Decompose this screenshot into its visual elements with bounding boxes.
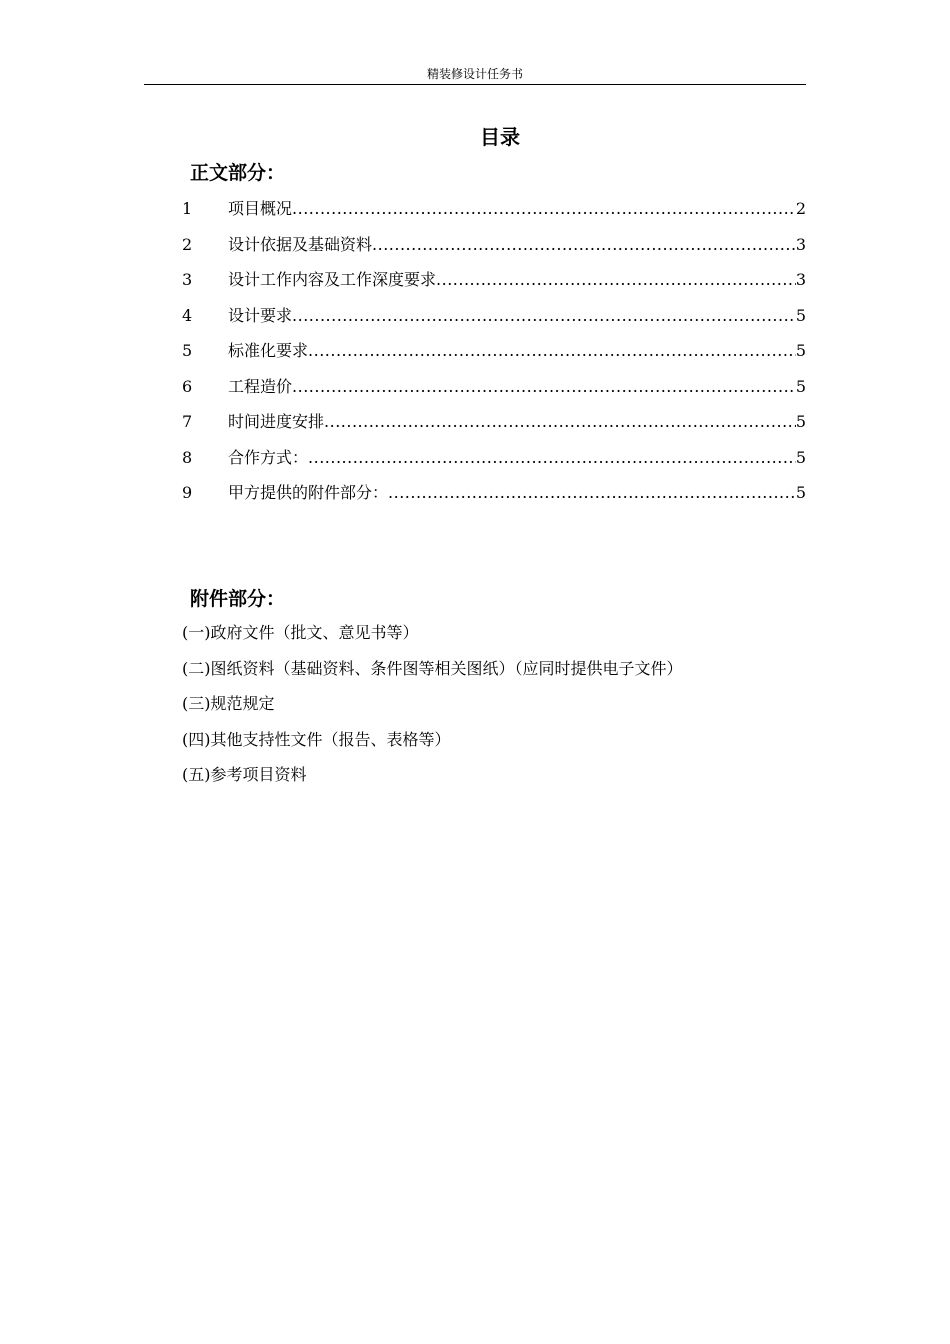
toc-entry[interactable] bbox=[182, 445, 806, 481]
toc-entry-page: 5 bbox=[795, 376, 806, 396]
toc-entry-text: 项目概况 bbox=[228, 199, 293, 218]
attachment-item: (五)参考项目资料 bbox=[182, 765, 307, 784]
toc-entry-number: 6 bbox=[182, 376, 193, 396]
toc-entry-text: 设计依据及基础资料 bbox=[228, 234, 373, 254]
toc-entry-text: 标准化要求 bbox=[228, 341, 309, 360]
toc-entry[interactable] bbox=[182, 303, 806, 339]
header-title: 精装修设计任务书 bbox=[426, 67, 523, 81]
toc-dot-leader bbox=[292, 196, 796, 222]
toc-dot-leader bbox=[292, 303, 796, 329]
toc-entry[interactable] bbox=[182, 374, 806, 410]
toc-dot-leader bbox=[292, 374, 796, 400]
toc-entry-text: 工程造价 bbox=[228, 376, 293, 396]
attachment-item: (四)其他支持性文件（报告、表格等） bbox=[182, 729, 451, 749]
toc-dot-leader bbox=[372, 232, 796, 258]
toc-dot-leader bbox=[388, 480, 796, 506]
toc-entry-number: 3 bbox=[182, 270, 193, 289]
attachment-item: (三)规范规定 bbox=[182, 694, 275, 713]
toc-entry-number: 7 bbox=[182, 412, 193, 431]
attachments-list bbox=[182, 620, 806, 798]
toc-entry[interactable] bbox=[182, 480, 806, 516]
toc-entry-number: 2 bbox=[182, 234, 193, 254]
toc-title: 目录 bbox=[480, 125, 520, 149]
toc-entry-page: 3 bbox=[795, 234, 806, 254]
toc-entry[interactable] bbox=[182, 196, 806, 232]
toc-entry[interactable] bbox=[182, 338, 806, 374]
toc-entry-text: 甲方提供的附件部分： bbox=[228, 483, 389, 502]
toc-entry-number: 9 bbox=[182, 483, 193, 502]
toc-entry-text: 设计工作内容及工作深度要求 bbox=[228, 270, 437, 289]
toc-entry-page: 3 bbox=[795, 270, 806, 289]
toc-entry[interactable] bbox=[182, 409, 806, 445]
toc-entry-page: 5 bbox=[795, 447, 806, 467]
toc-entry-number: 1 bbox=[182, 199, 193, 218]
toc-dot-leader bbox=[308, 445, 796, 471]
toc-entry-page: 5 bbox=[795, 412, 806, 431]
attachments-heading: 附件部分： bbox=[190, 588, 286, 610]
attachment-item: (二)图纸资料（基础资料、条件图等相关图纸）（应同时提供电子文件） bbox=[182, 658, 683, 678]
toc-entry-page: 5 bbox=[795, 341, 806, 360]
toc-entry-text: 设计要求 bbox=[228, 305, 293, 325]
toc-entry-text: 时间进度安排 bbox=[228, 412, 325, 431]
attachment-item: (一)政府文件（批文、意见书等） bbox=[182, 623, 419, 642]
toc-entry-number: 8 bbox=[182, 447, 193, 467]
toc-entry-page: 2 bbox=[795, 199, 806, 218]
toc-list bbox=[182, 196, 806, 516]
page-header bbox=[144, 66, 806, 85]
toc-entry[interactable] bbox=[182, 232, 806, 268]
toc-dot-leader bbox=[308, 338, 796, 364]
toc-dot-leader bbox=[436, 267, 796, 293]
toc-entry-number: 5 bbox=[182, 341, 193, 360]
main-section-heading: 正文部分： bbox=[190, 162, 286, 184]
toc-dot-leader bbox=[324, 409, 796, 435]
toc-entry-number: 4 bbox=[182, 305, 193, 325]
toc-entry-page: 5 bbox=[795, 305, 806, 325]
toc-entry[interactable] bbox=[182, 267, 806, 303]
toc-entry-text: 合作方式： bbox=[228, 447, 309, 467]
toc-entry-page: 5 bbox=[795, 483, 806, 502]
